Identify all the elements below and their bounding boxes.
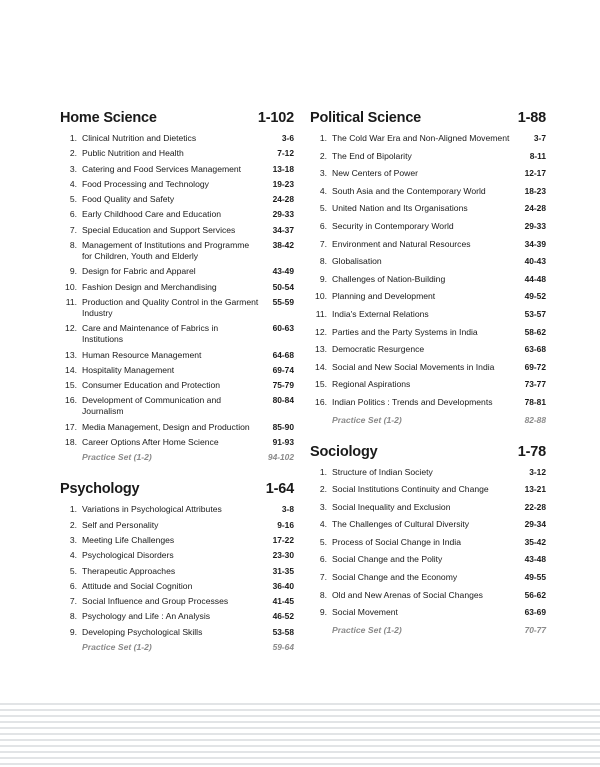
chapter-page-range: 94-102 — [267, 452, 294, 463]
chapter-row[interactable] — [310, 203, 546, 214]
chapter-number: 4. — [319, 185, 327, 196]
chapter-number: 18. — [65, 437, 77, 448]
chapter-title[interactable]: Development of Communication and Journalism — [82, 395, 222, 417]
chapter-title[interactable]: Therapeutic Approaches — [82, 565, 176, 576]
chapter-page-range: 91-93 — [272, 437, 294, 448]
chapter-row[interactable] — [60, 365, 294, 376]
chapter-row[interactable] — [60, 504, 294, 515]
chapter-page-range: 8-11 — [529, 150, 546, 161]
contents-right-column — [300, 110, 600, 638]
chapter-title[interactable]: Parties and the Party Systems in India — [332, 326, 478, 337]
chapter-row[interactable] — [60, 437, 294, 448]
chapter-title[interactable]: Public Nutrition and Health — [82, 148, 184, 159]
chapter-page-range: 22-28 — [524, 501, 546, 512]
chapter-title[interactable]: Variations in Psychological Attributes — [82, 504, 222, 515]
chapter-row[interactable] — [310, 344, 546, 355]
chapter-page-range: 13-18 — [272, 163, 294, 174]
chapter-title[interactable]: Design for Fabric and Apparel — [82, 266, 196, 277]
chapter-page-range: 24-28 — [524, 203, 546, 214]
chapter-page-range: 46-52 — [272, 611, 294, 622]
chapter-number: 3. — [69, 534, 77, 545]
chapter-number: 8. — [69, 611, 77, 622]
chapter-title[interactable]: Old and New Arenas of Social Changes — [332, 589, 483, 600]
chapter-title[interactable]: Challenges of Nation-Building — [332, 273, 446, 284]
chapter-title[interactable]: Social and New Social Movements in India — [332, 361, 495, 372]
chapter-row[interactable] — [310, 186, 546, 197]
chapter-page-range: 29-34 — [524, 519, 546, 530]
chapter-page-range: 24-28 — [272, 194, 294, 205]
chapter-page-range: 63-68 — [524, 344, 546, 355]
section-page-range: 1-64 — [265, 481, 294, 498]
chapter-title[interactable]: Catering and Food Services Management — [82, 163, 242, 174]
chapter-page-range: 53-58 — [272, 626, 294, 637]
chapter-number: 11. — [315, 308, 327, 319]
chapter-row[interactable] — [60, 520, 294, 531]
section-title[interactable]: Political Science — [310, 110, 422, 126]
chapter-title[interactable]: Self and Personality — [82, 519, 159, 530]
chapter-page-range: 3-6 — [281, 133, 294, 143]
chapter-number: 7. — [69, 596, 77, 607]
chapter-row[interactable] — [310, 607, 546, 618]
chapter-number: 16. — [315, 396, 327, 407]
chapter-number: 7. — [319, 238, 327, 249]
chapter-page-range: 23-30 — [272, 550, 294, 561]
chapter-page-range: 80-84 — [272, 395, 294, 406]
chapter-number: 1. — [319, 133, 327, 143]
chapter-page-range: 35-42 — [524, 536, 546, 547]
chapter-page-range: 29-33 — [524, 220, 546, 231]
chapter-number: 9. — [69, 626, 77, 637]
chapter-row[interactable] — [310, 502, 546, 513]
chapter-page-range: 55-59 — [272, 296, 294, 307]
section-header — [60, 481, 294, 497]
chapter-row[interactable] — [310, 221, 546, 232]
chapter-title[interactable]: Social Change and the Polity — [332, 554, 443, 565]
chapter-number: 6. — [69, 580, 77, 591]
chapter-title[interactable]: Consumer Education and Protection — [82, 380, 221, 391]
chapter-page-range: 63-69 — [524, 607, 546, 618]
chapter-title[interactable]: Food Quality and Safety — [82, 194, 175, 205]
chapter-row[interactable] — [60, 133, 294, 144]
chapter-row[interactable] — [310, 291, 546, 302]
chapter-page-range: 78-81 — [524, 396, 546, 407]
chapter-page-range: 34-37 — [272, 224, 294, 235]
chapter-title[interactable]: The Challenges of Cultural Diversity — [332, 519, 470, 530]
chapter-page-range: 3-7 — [533, 133, 546, 143]
chapter-number: 2. — [319, 484, 327, 495]
chapter-page-range: 13-21 — [524, 484, 546, 495]
chapter-row[interactable] — [60, 566, 294, 577]
chapter-page-range: 75-79 — [272, 380, 294, 391]
chapter-title[interactable]: Social Inequality and Exclusion — [332, 501, 451, 512]
chapter-page-range: 44-48 — [524, 273, 546, 284]
chapter-row[interactable] — [60, 350, 294, 361]
chapter-title[interactable]: Social Change and the Economy — [332, 572, 458, 583]
chapter-number: 7. — [69, 224, 77, 235]
section-title[interactable]: Sociology — [310, 443, 378, 460]
chapter-number: 3. — [319, 501, 327, 512]
chapter-page-range: 49-55 — [524, 572, 546, 583]
chapter-number: 2. — [69, 148, 77, 159]
chapter-title[interactable]: Production and Quality Control in the Garment Industry — [82, 296, 259, 318]
practice-set-label[interactable]: Practice Set (1-2) — [332, 624, 402, 635]
chapter-number: 8. — [319, 589, 327, 600]
chapter-page-range: 38-42 — [272, 240, 294, 251]
chapter-page-range: 3-12 — [529, 466, 546, 477]
chapter-title[interactable]: Security in Contemporary World — [332, 220, 454, 231]
chapter-number: 3. — [319, 168, 327, 179]
chapter-page-range: 49-52 — [524, 291, 546, 302]
chapter-number: 12. — [65, 323, 77, 334]
chapter-title[interactable]: Management of Institutions and Programme for Children, Youth and Elderly — [82, 240, 250, 262]
chapter-title[interactable]: Regional Aspirations — [332, 379, 411, 390]
chapter-list — [310, 133, 546, 426]
chapter-number: 14. — [65, 364, 77, 375]
chapter-row[interactable] — [60, 627, 294, 638]
chapter-row[interactable] — [60, 282, 294, 293]
practice-set-label[interactable]: Practice Set (1-2) — [332, 414, 402, 425]
chapter-title[interactable]: Meeting Life Challenges — [82, 534, 175, 545]
chapter-title[interactable]: Human Resource Management — [82, 349, 202, 360]
chapter-page-range: 73-77 — [524, 379, 546, 390]
chapter-page-range: 58-62 — [524, 326, 546, 337]
chapter-title[interactable]: Food Processing and Technology — [82, 178, 209, 189]
chapter-title[interactable]: Social Movement — [332, 607, 398, 618]
chapter-number: 14. — [315, 361, 327, 372]
chapter-page-range: 7-12 — [277, 148, 294, 159]
chapter-page-range: 12-17 — [524, 168, 546, 179]
chapter-list — [60, 504, 294, 653]
chapter-row[interactable] — [310, 467, 546, 478]
chapter-page-range: 64-68 — [272, 349, 294, 360]
practice-set-label[interactable]: Practice Set (1-2) — [82, 452, 152, 463]
chapter-row[interactable] — [60, 395, 294, 417]
chapter-row[interactable] — [60, 611, 294, 622]
chapter-page-range: 85-90 — [272, 421, 294, 432]
section-title[interactable]: Home Science — [60, 110, 157, 126]
chapter-row[interactable] — [310, 397, 546, 408]
chapter-number: 1. — [69, 504, 77, 515]
chapter-row[interactable] — [310, 256, 546, 267]
chapter-title[interactable]: New Centers of Power — [332, 168, 418, 179]
chapter-number: 9. — [69, 266, 77, 277]
chapter-row[interactable] — [60, 240, 294, 262]
chapter-number: 1. — [69, 133, 77, 143]
chapter-title[interactable]: Social Institutions Continuity and Change — [332, 484, 489, 495]
chapter-page-range: 31-35 — [272, 565, 294, 576]
chapter-number: 5. — [319, 536, 327, 547]
practice-set-row[interactable] — [60, 452, 294, 463]
chapter-number: 5. — [69, 194, 77, 205]
chapter-list — [310, 467, 546, 636]
chapter-number: 10. — [65, 281, 77, 292]
chapter-title[interactable]: Care and Maintenance of Fabrics in Institutions — [82, 323, 219, 345]
chapter-row[interactable] — [310, 590, 546, 601]
section-title[interactable]: Psychology — [60, 481, 140, 498]
chapter-title[interactable]: Planning and Development — [332, 291, 436, 302]
contents-section — [310, 110, 546, 426]
chapter-number: 1. — [319, 466, 327, 477]
footer-stripe-decoration — [0, 699, 600, 767]
chapter-number: 16. — [65, 395, 77, 406]
chapter-page-range: 43-49 — [272, 266, 294, 277]
section-page-range: 1-78 — [517, 443, 546, 460]
chapter-number: 6. — [69, 209, 77, 220]
chapter-title[interactable]: Attitude and Social Cognition — [82, 580, 193, 591]
chapter-number: 9. — [319, 607, 327, 618]
chapter-number: 6. — [319, 220, 327, 231]
contents-section — [60, 110, 294, 463]
section-header — [310, 444, 546, 460]
chapter-row[interactable] — [310, 168, 546, 179]
chapter-number: 8. — [69, 240, 77, 251]
chapter-title[interactable]: Fashion Design and Merchandising — [82, 281, 217, 292]
chapter-row[interactable] — [60, 179, 294, 190]
chapter-title[interactable]: Structure of Indian Society — [332, 466, 433, 477]
chapter-number: 11. — [65, 296, 77, 307]
chapter-row[interactable] — [60, 297, 294, 319]
chapter-number: 13. — [315, 344, 327, 355]
chapter-number: 17. — [65, 421, 77, 432]
chapter-title[interactable]: Hospitality Management — [82, 364, 175, 375]
practice-set-row[interactable] — [310, 415, 546, 426]
chapter-number: 9. — [319, 273, 327, 284]
chapter-title[interactable]: The Cold War Era and Non-Aligned Movement — [332, 133, 510, 143]
chapter-title[interactable]: Media Management, Design and Production — [82, 421, 250, 432]
section-header — [310, 110, 546, 126]
chapter-row[interactable] — [310, 379, 546, 390]
chapter-number: 12. — [315, 326, 327, 337]
chapter-row[interactable] — [60, 266, 294, 277]
chapter-title[interactable]: Environment and Natural Resources — [332, 238, 471, 249]
chapter-page-range: 69-74 — [272, 364, 294, 375]
chapter-title[interactable]: Clinical Nutrition and Dietetics — [82, 133, 197, 143]
chapter-row[interactable] — [60, 209, 294, 220]
chapter-title[interactable]: United Nation and Its Organisations — [332, 203, 468, 214]
chapter-row[interactable] — [60, 194, 294, 205]
chapter-list — [60, 133, 294, 463]
chapter-number: 13. — [65, 349, 77, 360]
chapter-row[interactable] — [60, 535, 294, 546]
chapter-row[interactable] — [310, 519, 546, 530]
chapter-row[interactable] — [310, 554, 546, 565]
chapter-row[interactable] — [60, 581, 294, 592]
practice-set-label[interactable]: Practice Set (1-2) — [82, 642, 152, 653]
chapter-title[interactable]: The End of Bipolarity — [332, 150, 412, 161]
chapter-row[interactable] — [310, 309, 546, 320]
contents-columns — [0, 110, 600, 655]
chapter-page-range: 82-88 — [524, 414, 546, 425]
chapter-page-range: 18-23 — [524, 185, 546, 196]
chapter-number: 8. — [319, 256, 327, 267]
chapter-row[interactable] — [60, 596, 294, 607]
section-page-range: 1-88 — [517, 110, 546, 126]
chapter-title[interactable]: Early Childhood Care and Education — [82, 209, 222, 220]
chapter-page-range: 19-23 — [272, 178, 294, 189]
chapter-title[interactable]: Globalisation — [332, 256, 382, 267]
practice-set-row[interactable] — [310, 625, 546, 636]
chapter-row[interactable] — [310, 484, 546, 495]
chapter-row[interactable] — [310, 133, 546, 144]
chapter-page-range: 60-63 — [272, 323, 294, 334]
chapter-page-range: 29-33 — [272, 209, 294, 220]
chapter-title[interactable]: Special Education and Support Services — [82, 224, 236, 235]
chapter-page-range: 41-45 — [272, 596, 294, 607]
chapter-page-range: 40-43 — [524, 256, 546, 267]
chapter-title[interactable]: Social Influence and Group Processes — [82, 596, 229, 607]
chapter-page-range: 50-54 — [272, 281, 294, 292]
chapter-title[interactable]: Indian Politics : Trends and Developments — [332, 396, 493, 407]
chapter-number: 6. — [319, 554, 327, 565]
contents-section — [310, 444, 546, 636]
section-page-range: 1-102 — [257, 110, 294, 126]
chapter-number: 10. — [315, 291, 327, 302]
chapter-page-range: 56-62 — [524, 589, 546, 600]
chapter-title[interactable]: Democratic Resurgence — [332, 344, 425, 355]
chapter-page-range: 17-22 — [272, 534, 294, 545]
chapter-page-range: 9-16 — [277, 519, 294, 530]
chapter-title[interactable]: Developing Psychological Skills — [82, 626, 203, 637]
chapter-number: 15. — [65, 380, 77, 391]
chapter-number: 2. — [319, 150, 327, 161]
contents-left-column — [0, 110, 300, 655]
chapter-title[interactable]: South Asia and the Contemporary World — [332, 185, 486, 196]
section-header — [60, 110, 294, 126]
chapter-number: 2. — [69, 519, 77, 530]
chapter-page-range: 70-77 — [524, 624, 546, 635]
chapter-row[interactable] — [60, 380, 294, 391]
chapter-page-range: 3-8 — [281, 504, 294, 515]
chapter-page-range: 34-39 — [524, 238, 546, 249]
chapter-page-range: 36-40 — [272, 580, 294, 591]
chapter-page-range: 59-64 — [272, 642, 294, 653]
chapter-title[interactable]: India's External Relations — [332, 308, 429, 319]
chapter-row[interactable] — [60, 323, 294, 345]
chapter-row[interactable] — [60, 422, 294, 433]
chapter-row[interactable] — [60, 164, 294, 175]
chapter-number: 4. — [69, 178, 77, 189]
chapter-row[interactable] — [310, 362, 546, 373]
chapter-row[interactable] — [310, 239, 546, 250]
chapter-row[interactable] — [60, 148, 294, 159]
chapter-title[interactable]: Psychology and Life : An Analysis — [82, 611, 211, 622]
chapter-page-range: 53-57 — [524, 308, 546, 319]
contents-section — [60, 481, 294, 653]
chapter-number: 4. — [69, 550, 77, 561]
chapter-number: 7. — [319, 572, 327, 583]
chapter-row[interactable] — [310, 327, 546, 338]
chapter-title[interactable]: Process of Social Change in India — [332, 536, 461, 547]
chapter-row[interactable] — [60, 550, 294, 561]
chapter-row[interactable] — [310, 537, 546, 548]
chapter-number: 3. — [69, 163, 77, 174]
chapter-number: 5. — [319, 203, 327, 214]
chapter-row[interactable] — [310, 151, 546, 162]
chapter-title[interactable]: Psychological Disorders — [82, 550, 174, 561]
practice-set-row[interactable] — [60, 642, 294, 653]
chapter-row[interactable] — [310, 572, 546, 583]
chapter-number: 15. — [315, 379, 327, 390]
chapter-row[interactable] — [60, 225, 294, 236]
chapter-page-range: 43-48 — [524, 554, 546, 565]
chapter-number: 5. — [69, 565, 77, 576]
chapter-title[interactable]: Career Options After Home Science — [82, 437, 219, 448]
chapter-number: 4. — [319, 519, 327, 530]
chapter-row[interactable] — [310, 274, 546, 285]
chapter-page-range: 69-72 — [524, 361, 546, 372]
